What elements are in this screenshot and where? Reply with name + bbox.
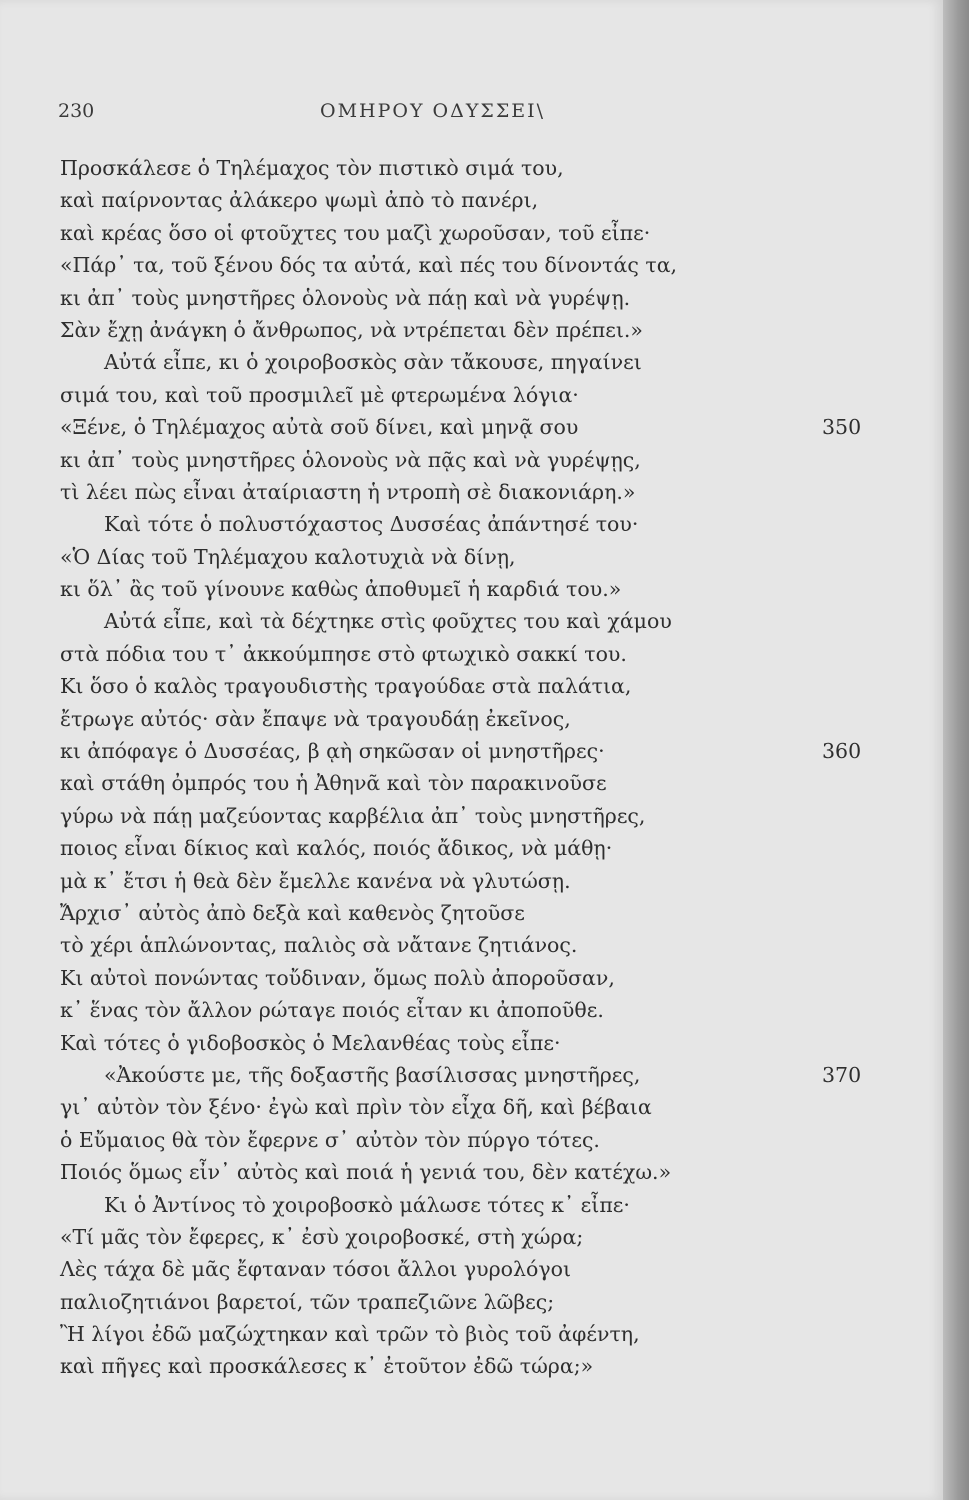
verse-line [60,929,890,961]
verse-line-text: ποιος εἶναι δίκιος καὶ καλός, ποιός ἄδικος, νὰ μάθῃ· [60,836,613,861]
verse-line-text: «Ὁ Δίας τοῦ Τηλέμαχου καλοτυχιὰ νὰ δίνῃ, [60,544,516,569]
verse-line-text: κι ἀπόφαγε ὁ Δυσσέας, β ᾳὴ σηκῶσαν οἱ μνηστῆρες· [60,739,605,764]
verse-line [60,541,890,573]
verse-line [60,1350,890,1382]
verse-line-text: Ποιός ὅμως εἶν᾽ αὐτὸς καὶ ποιά ἡ γενιά του, δὲν κατέχω.» [60,1160,672,1185]
verse-line-text: Προσκάλεσε ὁ Τηλέμαχος τὸν πιστικὸ σιμά του, [60,156,564,180]
line-number: 370 [822,1062,862,1087]
verse-line-text: κι ἀπ᾽ τοὺς μνηστῆρες ὁλονοὺς νὰ πάῃ καὶ νὰ γυρέψῃ. [60,285,631,310]
verse-line [60,508,890,540]
verse-line [60,573,890,605]
verse-line [60,832,890,864]
verse-line [60,767,890,799]
verse-line [60,1027,890,1059]
verse-line-text: καὶ κρέας ὅσο οἱ φτοῦχτες του μαζὶ χωροῦσαν, τοῦ εἶπε· [60,220,651,245]
verse-line-text: σιμά του, καὶ τοῦ προσμιλεῖ μὲ φτερωμένα λόγια· [60,382,579,407]
verse-line-text: «Ξένε, ὁ Τηλέμαχος αὐτὰ σοῦ δίνει, καὶ μηνᾷ σου [60,415,579,440]
verse-line [60,1221,890,1253]
verse-line [60,444,890,476]
verse-line-text: γι᾽ αὐτὸν τὸν ξένο· ἐγὼ καὶ πρὶν τὸν εἶχα δῆ, καὶ βέβαια [60,1095,652,1120]
verse-line [60,897,890,929]
verse-line [60,476,890,508]
verse-line-text: τὶ λέει πὼς εἶναι ἀταίριαστη ἡ ντροπὴ σὲ διακονιάρη.» [60,479,636,504]
verse-line [60,994,890,1026]
verse-line-text: Καὶ τότες ὁ γιδοβοσκὸς ὁ Μελανθέας τοὺς εἶπε· [60,1030,561,1055]
verse-line-text: Κι ὁ Ἀντίνος τὸ χοιροβοσκὸ μάλωσε τότες κ᾽ εἶπε· [104,1192,630,1217]
verse-line [60,411,890,443]
verse-line [60,1286,890,1318]
verse-line [60,379,890,411]
verse-line [60,282,890,314]
verse-line [60,1253,890,1285]
verse-line [60,962,890,994]
line-number: 350 [822,415,862,440]
verse-line [60,1318,890,1350]
poem-text [60,152,890,1383]
verse-line [60,1189,890,1221]
verse-line [60,1091,890,1123]
verse-line [60,346,890,378]
verse-line-text: Κι ὅσο ὁ καλὸς τραγουδιστὴς τραγούδαε στὰ παλάτια, [60,674,632,699]
verse-line-text: κ᾽ ἕνας τὸν ἄλλον ρώταγε ποιός εἶταν κι ἀποποῦθε. [60,998,604,1023]
facing-page-edge [943,0,969,1500]
verse-line-text: ὁ Εὔμαιος θὰ τὸν ἔφερνε σ᾽ αὐτὸν τὸν πύργο τότες. [60,1127,600,1152]
verse-line-text: «Τί μᾶς τὸν ἔφερες, κ᾽ ἐσὺ χοιροβοσκέ, στὴ χώρα; [60,1224,584,1249]
verse-line-text: γύρω νὰ πάῃ μαζεύοντας καρβέλια ἀπ᾽ τοὺς μνηστῆρες, [60,803,646,828]
verse-line [60,1124,890,1156]
verse-line-text: Ἢ λίγοι ἐδῶ μαζώχτηκαν καὶ τρῶν τὸ βιὸς τοῦ ἀφέντη, [60,1322,640,1347]
page-header [58,100,878,130]
verse-line [60,249,890,281]
verse-line-text: καὶ παίρνοντας ἀλάκερο ψωμὶ ἀπὸ τὸ πανέρι, [60,188,539,213]
verse-line [60,314,890,346]
verse-line [60,152,890,184]
verse-line [60,1059,890,1091]
verse-line-text: μὰ κ᾽ ἔτσι ἡ θεὰ δὲν ἔμελλε κανένα νὰ γλυτώσῃ. [60,868,571,893]
verse-line [60,670,890,702]
verse-line-text: Αὐτά εἶπε, καὶ τὰ δέχτηκε στὶς φοῦχτες του καὶ χάμου [104,609,672,634]
verse-line [60,865,890,897]
verse-line [60,703,890,735]
verse-line-text: παλιοζητιάνοι βαρετοί, τῶν τραπεζιῶνε λῶβες; [60,1289,555,1314]
verse-line-text: Σὰν ἔχῃ ἀνάγκη ὁ ἄνθρωπος, νὰ ντρέπεται δὲν πρέπει.» [60,317,643,342]
verse-line-text: ἔτρωγε αὐτός· σὰν ἔπαψε νὰ τραγουδάῃ ἐκεῖνος, [60,706,571,731]
verse-line-text: Αὐτά εἶπε, κι ὁ χοιροβοσκὸς σὰν τἄκουσε, πηγαίνει [104,350,642,375]
verse-line-text: Κι αὐτοὶ πονώντας τοὔδιναν, ὅμως πολὺ ἀποροῦσαν, [60,965,615,990]
verse-line [60,735,890,767]
verse-line-text: Ἄρχισ᾽ αὐτὸς ἀπὸ δεξὰ καὶ καθενὸς ζητοῦσε [60,900,525,925]
verse-line-text: Καὶ τότε ὁ πολυστόχαστος Δυσσέας ἀπάντησέ του· [104,512,639,537]
verse-line-text: στὰ πόδια του τ᾽ ἀκκούμπησε στὸ φτωχικὸ σακκί του. [60,641,627,666]
verse-line [60,217,890,249]
verse-line-text: κι ὅλ᾽ ἂς τοῦ γίνουνε καθὼς ἀποθυμεῖ ἡ καρδιά του.» [60,577,622,602]
verse-line [60,1156,890,1188]
verse-line-text: τὸ χέρι ἁπλώνοντας, παλιὸς σὰ νἄτανε ζητιάνος. [60,933,578,958]
verse-line-text: κι ἀπ᾽ τοὺς μνηστῆρες ὁλονοὺς νὰ πᾷς καὶ νὰ γυρέψῃς, [60,447,641,472]
page-number: 230 [58,100,95,122]
running-title: ΟΜΗΡΟΥ ΟΔΥΣΣΕΙ\ [320,100,546,122]
verse-line-text: «Πάρ᾽ τα, τοῦ ξένου δός τα αὐτά, καὶ πές του δίνοντάς τα, [60,253,678,278]
verse-line-text: Λὲς τάχα δὲ μᾶς ἔφταναν τόσοι ἄλλοι γυρολόγοι [60,1257,571,1282]
verse-line-text: καὶ πῆγες καὶ προσκάλεσες κ᾽ ἐτοῦτον ἐδῶ τώρα;» [60,1354,594,1379]
line-number: 360 [822,739,862,764]
verse-line [60,184,890,216]
verse-line [60,800,890,832]
verse-line-text: «Ἀκούστε με, τῆς δοξαστῆς βασίλισσας μνηστῆρες, [104,1062,641,1087]
verse-line [60,605,890,637]
verse-line [60,638,890,670]
verse-line-text: καὶ στάθη ὀμπρός του ἡ Ἀθηνᾶ καὶ τὸν παρακινοῦσε [60,771,607,796]
